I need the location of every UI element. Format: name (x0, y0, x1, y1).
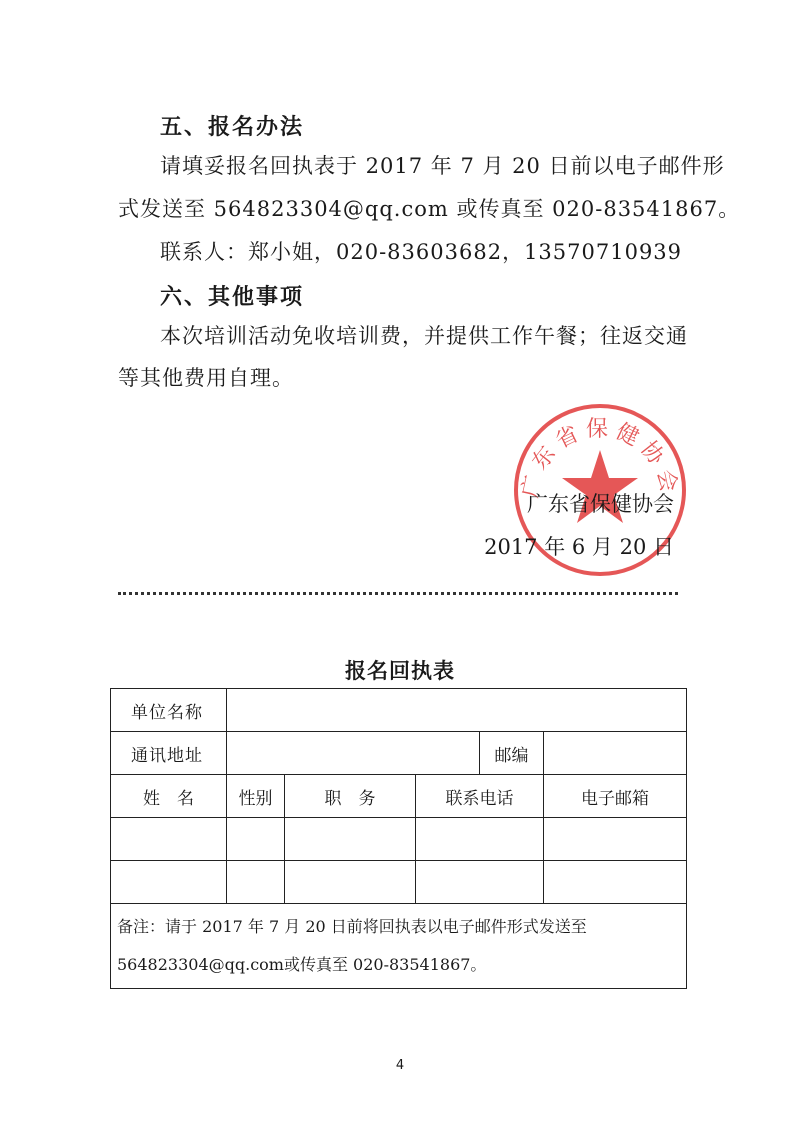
signature-organization: 广东省保健协会 (527, 492, 674, 516)
note-row (111, 904, 687, 989)
phone-cell[interactable] (416, 861, 544, 904)
name-cell[interactable] (111, 861, 227, 904)
position-cell[interactable] (285, 861, 416, 904)
email-cell[interactable] (544, 818, 687, 861)
postcode-label: 邮编 (480, 732, 544, 775)
unit-row (111, 689, 687, 732)
header-row (111, 775, 687, 818)
section-5-line-2: 式发送至 564823304@qq.com 或传真至 020-83541867。 (118, 197, 741, 221)
registration-form-table (110, 688, 687, 989)
column-header-phone: 联系电话 (416, 775, 544, 818)
column-header-name: 姓 名 (111, 775, 227, 818)
column-header-email: 电子邮箱 (544, 775, 687, 818)
address-label: 通讯地址 (111, 732, 227, 775)
cut-line-divider (118, 592, 678, 595)
column-header-position: 职 务 (285, 775, 416, 818)
email-cell[interactable] (544, 861, 687, 904)
name-cell[interactable] (111, 818, 227, 861)
table-row (111, 861, 687, 904)
address-row (111, 732, 687, 775)
section-6-heading: 六、其他事项 (160, 285, 305, 310)
page-number: 4 (395, 1058, 405, 1073)
form-title: 报名回执表 (345, 659, 455, 683)
section-5-line-1: 请填妥报名回执表于 2017 年 7 月 20 日前以电子邮件形 (160, 154, 725, 178)
svg-text:广东省保健协会: 广东省保健协会 (517, 417, 683, 501)
section-6-line-1: 本次培训活动免收培训费，并提供工作午餐；往返交通 (160, 324, 688, 348)
note-cell (111, 904, 687, 989)
contact-line: 联系人：郑小姐，020-83603682，13570710939 (160, 240, 683, 264)
postcode-field[interactable] (544, 732, 687, 775)
note-line-1: 备注：请于 2017 年 7 月 20 日前将回执表以电子邮件形式发送至 (117, 917, 587, 936)
gender-cell[interactable] (227, 818, 285, 861)
gender-cell[interactable] (227, 861, 285, 904)
unit-name-field[interactable] (227, 689, 687, 732)
section-5-heading: 五、报名办法 (160, 115, 305, 140)
signature-date: 2017 年 6 月 20 日 (484, 535, 674, 559)
section-6-line-2: 等其他费用自理。 (118, 366, 294, 390)
unit-name-label: 单位名称 (111, 689, 227, 732)
position-cell[interactable] (285, 818, 416, 861)
phone-cell[interactable] (416, 818, 544, 861)
address-field[interactable] (227, 732, 480, 775)
column-header-gender: 性别 (227, 775, 285, 818)
table-row (111, 818, 687, 861)
note-line-2: 564823304@qq.com或传真至 020-83541867。 (117, 955, 487, 974)
